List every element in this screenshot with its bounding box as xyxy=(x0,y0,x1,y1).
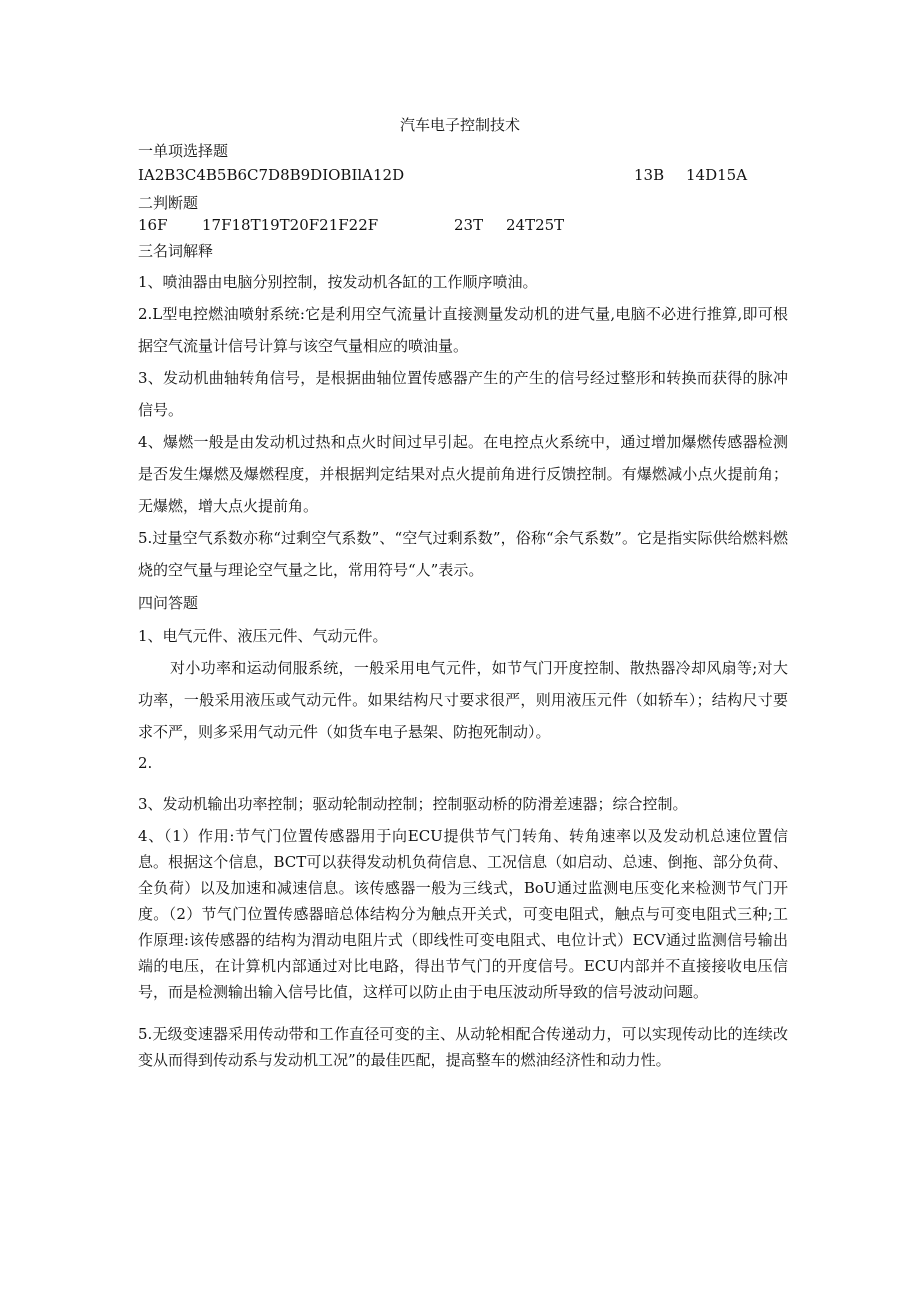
section-heading-judgement: 二判断题 xyxy=(138,194,199,212)
judge-answers-1: 16F xyxy=(138,216,168,234)
judge-answers-4: 24T25T xyxy=(506,216,565,234)
term-item-1: 1、喷油器由电脑分别控制，按发动机各缸的工作顺序喷油。 xyxy=(138,273,538,291)
choice-answers-2: 13B xyxy=(634,166,665,184)
qa-item-3: 3、发动机输出功率控制；驱动轮制动控制；控制驱动桥的防滑差速器；综合控制。 xyxy=(138,795,688,813)
term-item-3: 3、发动机曲轴转角信号，是根据曲轴位置传感器产生的产生的信号经过整形和转换而获得的脉冲信号。 xyxy=(138,369,788,419)
choice-answers-3: 14D15A xyxy=(686,166,748,184)
choice-answers-1: IA2B3C4B5B6C7D8B9DIOBIlA12D xyxy=(138,166,405,184)
section-heading-qa: 四问答题 xyxy=(138,594,199,612)
judge-answers-3: 23T xyxy=(454,216,484,234)
section-heading-terms: 三名词解释 xyxy=(138,242,214,260)
judge-answers-2: 17F18T19T20F21F22F xyxy=(202,216,379,234)
section-heading-choice: 一单项选择题 xyxy=(138,142,229,160)
qa-item-1-body: 对小功率和运动伺服系统，一般采用电气元件，如节气门开度控制、散热器冷却风扇等;对大功率，一般采用液压或气动元件。如果结构尺寸要求很严，则用液压元件（如轿车）；结构尺寸要求不严，则多采用气动元件（如货车电子悬架、防抱死制动）。 xyxy=(138,659,788,741)
qa-item-4: 4、（1）作用:节气门位置传感器用于向ECU提供节气门转角、转角速率以及发动机总速位置信息。根据这个信息，BCT可以获得发动机负荷信息、工况信息（如启动、总速、倒拖、部分负荷、全负荷）以及加速和减速信息。该传感器一般为三线式，BoU通过监测电压变化来检测节气门开度。（2）节气门位置传感器暗总体结构分为触点开关式，可变电阻式，触点与可变电阻式三种;工作原理:该传感器的结构为渭动电阻片式（即线性可变电阻式、电位计式）ECV通过监测信号输出端的电压，在计算机内部通过对比电路，得出节气门的开度信号。ECU内部并不直接接收电压信号，而是检测输出输入信号比值，这样可以防止由于电压波动所导致的信号波动问题。 xyxy=(138,827,788,1001)
term-item-5: 5.过量空气系数亦称“过剩空气系数”、“空气过剩系数”，俗称“余气系数”。它是指实际供给燃料燃烧的空气量与理论空气量之比，常用符号“人”表示。 xyxy=(138,529,788,579)
document-title: 汽车电子控制技术 xyxy=(399,116,520,134)
qa-item-1-title: 1、电气元件、液压元件、气动元件。 xyxy=(138,627,388,645)
term-item-2: 2.L型电控燃油喷射系统:它是利用空气流量计直接测量发动机的进气量,电脑不必进行推算,即可根据空气流量计信号计算与该空气量相应的喷油量。 xyxy=(138,305,788,355)
term-item-4: 4、爆燃一般是由发动机过热和点火时间过早引起。在电控点火系统中，通过增加爆燃传感器检测是否发生爆燃及爆燃程度，并根据判定结果对点火提前角进行反馈控制。有爆燃减小点火提前角；无爆燃，增大点火提前角。 xyxy=(138,433,788,515)
qa-item-2: 2. xyxy=(138,754,153,772)
qa-item-5: 5.无级变速器采用传动带和工作直径可变的主、从动轮相配合传递动力，可以实现传动比的连续改变从而得到传动系与发动机工况”的最佳匹配，提高整车的燃油经济性和动力性。 xyxy=(138,1025,788,1069)
